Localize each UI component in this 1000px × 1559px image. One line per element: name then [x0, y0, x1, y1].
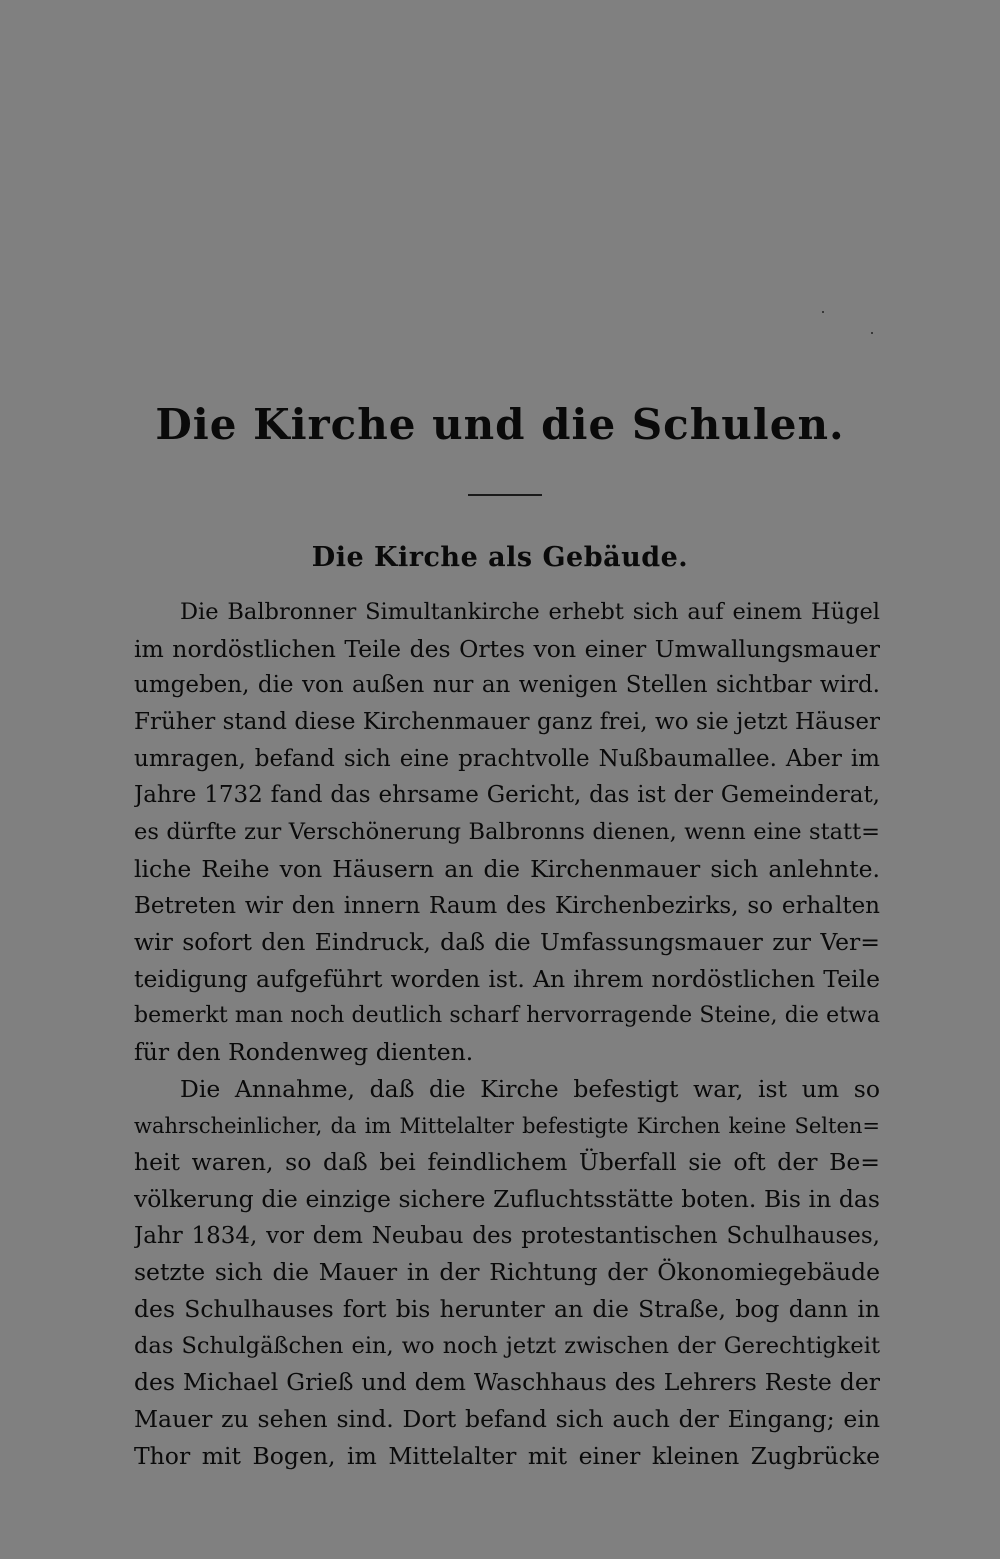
text-line: heit waren, so daß bei feindlichem Überfall sie oft der Be=	[134, 1148, 880, 1177]
text-line: wir sofort den Eindruck, daß die Umfassungsmauer zur Ver=	[134, 928, 880, 957]
paragraph-2	[134, 1071, 880, 1475]
text-line: Früher stand diese Kirchenmauer ganz frei, wo sie jetzt Häuser	[134, 709, 880, 736]
text-line: Die Balbronner Simultankirche erhebt sich auf einem Hügel	[180, 599, 880, 625]
text-line: Mauer zu sehen sind. Dort befand sich auch der Eingang; ein	[134, 1405, 880, 1434]
text-line: Jahre 1732 fand das ehrsame Gericht, das ist der Gemeinderat,	[134, 782, 880, 809]
text-line: Jahr 1834, vor dem Neubau des protestantischen Schulhauses,	[134, 1222, 880, 1249]
text-line: Betreten wir den innern Raum des Kirchenbezirks, so erhalten	[134, 892, 880, 919]
paragraph-1	[134, 594, 880, 1071]
text-line: Die Annahme, daß die Kirche befestigt war, ist um so	[180, 1074, 880, 1103]
text-line: Thor mit Bogen, im Mittelalter mit einer kleinen Zugbrücke	[134, 1441, 880, 1470]
text-line: völkerung die einzige sichere Zufluchtsstätte boten. Bis in das	[134, 1185, 880, 1213]
text-line: setzte sich die Mauer in der Richtung der Ökonomiegebäude	[134, 1258, 880, 1287]
text-line: liche Reihe von Häusern an die Kirchenmauer sich anlehnte.	[134, 854, 880, 883]
text-line: teidigung aufgeführt worden ist. An ihrem nordöstlichen Teile	[134, 964, 880, 993]
text-line: des Michael Grieß und dem Waschhaus des Lehrers Reste der	[134, 1368, 880, 1397]
print-speck	[822, 311, 824, 313]
text-line: das Schulgäßchen ein, wo noch jetzt zwischen der Gerechtigkeit	[134, 1332, 880, 1359]
text-line: für den Rondenweg dienten.	[134, 1038, 474, 1067]
text-line: bemerkt man noch deutlich scharf hervorragende Steine, die etwa	[134, 1002, 880, 1028]
text-line: im nordöstlichen Teile des Ortes von einer Umwallungsmauer	[134, 634, 880, 663]
text-line: es dürfte zur Verschönerung Balbronns dienen, wenn eine statt=	[134, 819, 880, 846]
title-divider	[468, 494, 542, 496]
text-line: wahrscheinlicher, da im Mittelalter befestigte Kirchen keine Selten=	[134, 1113, 880, 1138]
section-heading: Die Kirche als Gebäude.	[311, 542, 689, 573]
text-line: umragen, befand sich eine prachtvolle Nußbaumallee. Aber im	[134, 745, 880, 772]
text-line: des Schulhauses fort bis herunter an die Straße, bog dann in	[134, 1295, 880, 1324]
print-speck	[871, 332, 873, 334]
text-line: umgeben, die von außen nur an wenigen Stellen sichtbar wird.	[134, 672, 880, 699]
chapter-title: Die Kirche und die Schulen.	[155, 400, 845, 449]
body-text	[134, 594, 880, 1475]
